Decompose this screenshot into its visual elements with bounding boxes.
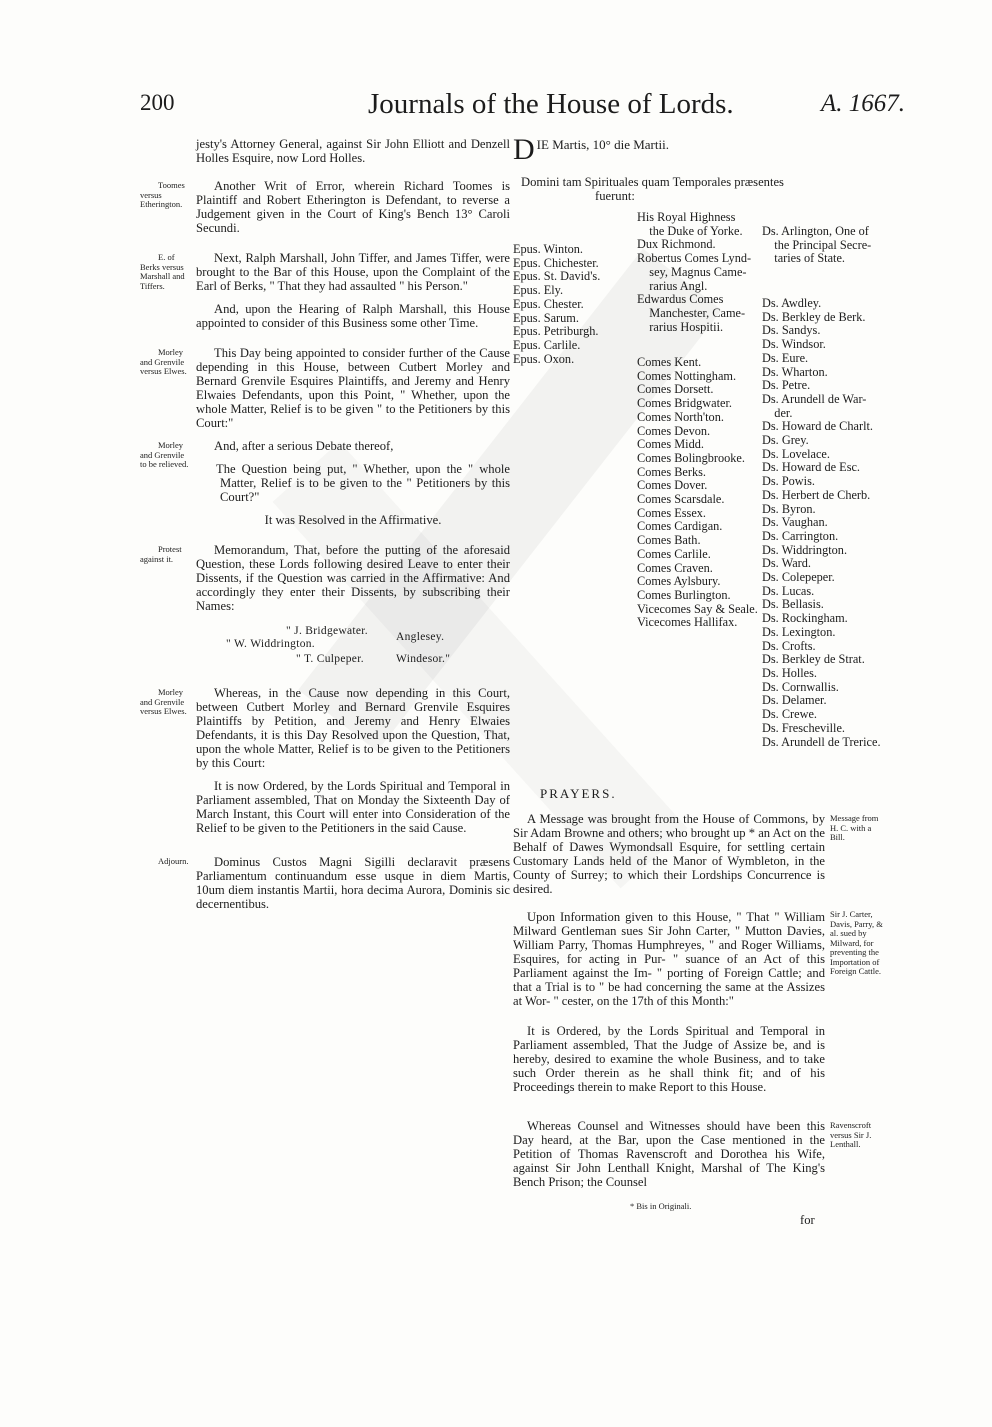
paragraph-block bbox=[140, 251, 510, 293]
paragraph: Upon Information given to this House, " That " William Milward Gentleman sues Sir John Carter, " Mutton Davies, William Parry, Thomas Humphreyes, " and Roger Williams, Esquires, for acting in Pur- " suance of an Act of this Parliament against the Im- " porting of Foreign Cattle; and that a Trial is to " be had concerning the same at the Assizes at Wor- " cester, on the 17th of this Month:" bbox=[513, 910, 825, 1008]
baron-entry: Ds. Cornwallis. bbox=[762, 679, 839, 694]
baron-entry: the Principal Secre- bbox=[762, 237, 872, 252]
paragraph-block bbox=[158, 855, 510, 911]
baron-entry: Ds. Berkley de Berk. bbox=[762, 309, 866, 324]
earl-entry: Comes Bolingbrooke. bbox=[637, 450, 745, 465]
earl-entry: Comes Carlile. bbox=[637, 546, 711, 561]
peer-entry: Robertus Comes Lynd- bbox=[637, 251, 752, 266]
baron-entry: Ds. Crewe. bbox=[762, 707, 817, 722]
baron-entry: Ds. Arundell de Trerice. bbox=[762, 734, 881, 749]
margin-note: E. of Berks versus Marshall and Tiffers. bbox=[140, 252, 185, 291]
paragraph: This Day being appointed to consider further of the Cause depending in this House, between Cutbert Morley and Bernard Grenvile Esquires Plaintiffs, and Jeremy and Henry Elwaies Defendants, upon this Point, " Whether, upon the whole Matter, Relief is to be given " to the Petitioners by this Court:" bbox=[196, 346, 510, 430]
baron-entry: Ds. Lexington. bbox=[762, 624, 836, 639]
baron-entry: Ds. Grey. bbox=[762, 433, 809, 448]
bishop-entry: Epus. Chichester. bbox=[513, 255, 599, 270]
paragraph: Dominus Custos Magni Sigilli declaravit præsens Parliamentum continuandum esse usque in diem Martis, 10um diem instantis Martii, hora decima Aurora, Dominis sic decernentibus. bbox=[196, 855, 510, 911]
baron-entry: Ds. Berkley de Strat. bbox=[762, 652, 865, 667]
paragraph: Whereas, in the Cause now depending in this Court, between Cutbert Morley and Bernard Grenvile Esquires Plaintiffs by Petition, and Jeremy and Henry Elwaies Defendants, it is this Day Resolved upon the Question, That, upon the whole Matter, Relief is to be given to the Petitioners by this Court: bbox=[196, 686, 510, 770]
earl-entry: Comes Bridgwater. bbox=[637, 396, 732, 411]
footnote: * Bis in Originali. bbox=[630, 1201, 692, 1211]
baron-entry: Ds. Widdrington. bbox=[762, 542, 848, 557]
paragraph-block bbox=[140, 439, 510, 469]
signatures bbox=[196, 622, 510, 668]
page-number: 200 bbox=[140, 90, 175, 115]
paragraph: Next, Ralph Marshall, John Tiffer, and James Tiffer, were brought to the Bar of this House, upon the Complaint of the Earl of Berks, " That they had assaulted " his Person." bbox=[196, 251, 510, 293]
bishop-entry: Epus. St. David's. bbox=[513, 269, 601, 284]
paragraph: It is now Ordered, by the Lords Spiritual and Temporal in Parliament assembled, That on Monday the Sixteenth Day of March Instant, this Court will enter into Consideration of the Relief to be given to the Petitioners in the said Cause. bbox=[196, 779, 510, 835]
peer-entry: His Royal Highness bbox=[637, 210, 736, 224]
paragraph: Whereas Counsel and Witnesses should have been this Day heard, at the Bar, upon the Case mentioned in the Petition of Thomas Ravenscroft and Dorothea his Wife, against Sir John Lenthall Knight, Marshal of The King's Bench Prison; the Counsel bbox=[513, 1119, 825, 1189]
baron-entry: Ds. Vaughan. bbox=[762, 515, 828, 530]
margin-note: Message from H. C. with a Bill. bbox=[830, 813, 879, 842]
bishop-entry: Epus. Winton. bbox=[513, 242, 583, 256]
earl-entry: Comes Midd. bbox=[637, 437, 704, 452]
baron-entry: Ds. Colepeper. bbox=[762, 570, 835, 585]
baron-entry: Ds. Eure. bbox=[762, 350, 809, 365]
peer-entry: rarius Hospitii. bbox=[637, 319, 724, 334]
peer-entry: the Duke of Yorke. bbox=[637, 223, 743, 238]
signature: " W. Widdrington. bbox=[226, 638, 315, 650]
baron-entry: Ds. Howard de Charlt. bbox=[762, 419, 873, 434]
baron-entry: Ds. Herbert de Cherb. bbox=[762, 487, 871, 502]
earl-entry: Comes Bath. bbox=[637, 533, 701, 548]
bishop-entry: Epus. Sarum. bbox=[513, 310, 579, 325]
prayers-heading: PRAYERS. bbox=[540, 786, 617, 801]
peer-entry: sey, Magnus Came- bbox=[637, 264, 747, 279]
earl-entry: Comes Aylsbury. bbox=[637, 574, 721, 589]
bishop-entry: Epus. Chester. bbox=[513, 296, 584, 311]
earl-entry: Comes Berks. bbox=[637, 464, 706, 479]
catchword: for bbox=[800, 1213, 815, 1227]
paragraph: Memorandum, That, before the putting of the aforesaid Question, these Lords following desired Leave to enter their Dissents, if the Question was carried in the Affirmative: And accordingly they enter their Dissents, by subscribing their Names: bbox=[196, 543, 510, 613]
paragraph: jesty's Attorney General, against Sir John Elliott and Denzell Holles Esquire, now Lord Holles. bbox=[196, 137, 510, 165]
page-title: Journals of the House of Lords. bbox=[368, 88, 734, 120]
earl-entry: Comes Kent. bbox=[637, 355, 702, 369]
baron-entry: Ds. Frescheville. bbox=[762, 720, 845, 735]
baron-entry: Ds. Petre. bbox=[762, 378, 811, 393]
earl-entry: Comes Essex. bbox=[637, 505, 706, 520]
drop-cap: D bbox=[513, 133, 535, 166]
peer-entry: rarius Angl. bbox=[637, 278, 708, 293]
earl-entry: Vicecomes Hallifax. bbox=[637, 615, 738, 630]
bishop-entry: Epus. Oxon. bbox=[513, 351, 575, 366]
earl-entry: Comes Nottingham. bbox=[637, 368, 737, 383]
earls-list bbox=[637, 356, 758, 630]
earl-entry: Comes Devon. bbox=[637, 423, 711, 438]
page-header bbox=[140, 88, 905, 128]
margin-note: Morley and Grenvile versus Elwes. bbox=[140, 687, 187, 716]
margin-note: Sir J. Carter, Davis, Parry, & al. sued by Milward, for preventing the Importation of Foreign Cattle. bbox=[830, 909, 883, 976]
page-year: A. 1667. bbox=[820, 90, 905, 117]
baron-entry: Ds. Howard de Esc. bbox=[762, 460, 861, 475]
session-date: D IE Martis, 10° die Martii. bbox=[513, 133, 669, 166]
baron-entry: Ds. Holles. bbox=[762, 665, 817, 680]
baron-entry: Ds. Crofts. bbox=[762, 638, 816, 653]
signature: Anglesey. bbox=[396, 631, 445, 643]
baron-entry: Ds. Byron. bbox=[762, 501, 816, 516]
paragraph-block bbox=[140, 686, 510, 770]
paragraph: A Message was brought from the House of Commons, by Sir Adam Browne and others; who brought up * an Act on the Behalf of Dawes Wymondsall Esquire, for settling certain Customary Lands held of the Manor of Wymbleton, in the County of Surrey; to which their Lordships Concurrence is desired. bbox=[513, 812, 826, 896]
baron-entry: Ds. Delamer. bbox=[762, 693, 827, 708]
margin-note: Morley and Grenvile versus Elwes. bbox=[140, 347, 187, 376]
signature: " J. Bridgewater. bbox=[286, 625, 368, 637]
peer-entry: Edwardus Comes bbox=[637, 292, 724, 307]
paragraph-block bbox=[140, 346, 510, 430]
paragraph-block bbox=[140, 179, 510, 235]
paragraph: Another Writ of Error, wherein Richard Toomes is Plaintiff and Robert Etherington is Defendant, to reverse a Judgement given in the Court of King's Bench 13° Caroli Secundi. bbox=[196, 179, 510, 235]
baron-entry: Ds. Bellasis. bbox=[762, 597, 824, 612]
paragraph: It is Ordered, by the Lords Spiritual and Temporal in Parliament assembled, That the Judge of Assize be, and is hereby, desired to examine the whole Business, and to take such Order therein as he shall think fit; and of his Proceedings therein to make Report to this House. bbox=[513, 1024, 825, 1094]
earl-entry: Comes Scarsdale. bbox=[637, 492, 725, 507]
dukes-list bbox=[637, 211, 751, 334]
bishop-entry: Epus. Carlile. bbox=[513, 337, 581, 352]
barons-list bbox=[762, 297, 881, 749]
baron-entry: Ds. Powis. bbox=[762, 474, 815, 489]
attendance-heading: Domini tam Spirituales quam Temporales præsentes fuerunt: bbox=[521, 175, 784, 203]
paragraph-block bbox=[140, 543, 510, 613]
baron-entry: Ds. Wharton. bbox=[762, 364, 828, 379]
baron-entry: Ds. Lovelace. bbox=[762, 446, 830, 461]
left-column bbox=[140, 137, 510, 920]
signature: Windesor." bbox=[396, 653, 451, 665]
signature: " T. Culpeper. bbox=[296, 653, 364, 665]
earl-entry: Comes Cardigan. bbox=[637, 519, 723, 534]
earl-entry: Comes Dover. bbox=[637, 478, 708, 493]
baron-entry: der. bbox=[762, 405, 793, 420]
baron-entry: Ds. Awdley. bbox=[762, 296, 822, 310]
margin-note: Protest against it. bbox=[140, 544, 182, 564]
margin-note: Toomes versus Etherington. bbox=[140, 180, 185, 209]
margin-note: Ravenscroft versus Sir J. Lenthall. bbox=[830, 1120, 872, 1149]
baron-entry: Ds. Ward. bbox=[762, 556, 811, 571]
baron-entry: Ds. Arlington, One of bbox=[762, 224, 869, 238]
earl-entry: Comes Dorsett. bbox=[637, 382, 714, 397]
peer-entry: Dux Richmond. bbox=[637, 237, 716, 252]
paragraph: And, upon the Hearing of Ralph Marshall, this House appointed to consider of this Business some other Time. bbox=[196, 302, 510, 330]
baron-entry: Ds. Sandys. bbox=[762, 323, 821, 338]
paragraph: It was Resolved in the Affirmative. bbox=[264, 513, 442, 527]
baron-entry: Ds. Arundell de War- bbox=[762, 391, 867, 406]
margin-note: Adjourn. bbox=[158, 856, 189, 866]
earl-entry: Vicecomes Say & Seale. bbox=[637, 601, 758, 616]
earl-entry: Comes Craven. bbox=[637, 560, 713, 575]
baron-entry: Ds. Rockingham. bbox=[762, 611, 848, 626]
baron-entry: Ds. Lucas. bbox=[762, 583, 815, 598]
baron-entry: taries of State. bbox=[762, 251, 845, 266]
baron-entry: Ds. Carrington. bbox=[762, 528, 839, 543]
earl-entry: Comes North'ton. bbox=[637, 409, 724, 424]
bishops-list bbox=[513, 243, 600, 366]
right-column-heading bbox=[513, 133, 883, 203]
baron-entry: Ds. Windsor. bbox=[762, 337, 826, 352]
bishop-entry: Epus. Petriburgh. bbox=[513, 324, 599, 339]
paragraph: The Question being put, " Whether, upon the " whole Matter, Relief is to be given to the " Petitioners by this Court?" bbox=[216, 462, 510, 504]
paragraph: And, after a serious Debate thereof, bbox=[214, 439, 394, 453]
margin-note: Morley and Grenvile to be relieved. bbox=[140, 440, 189, 469]
barons-top bbox=[762, 225, 871, 266]
bishop-entry: Epus. Ely. bbox=[513, 283, 564, 298]
earl-entry: Comes Burlington. bbox=[637, 587, 731, 602]
peer-entry: Manchester, Came- bbox=[637, 305, 746, 320]
